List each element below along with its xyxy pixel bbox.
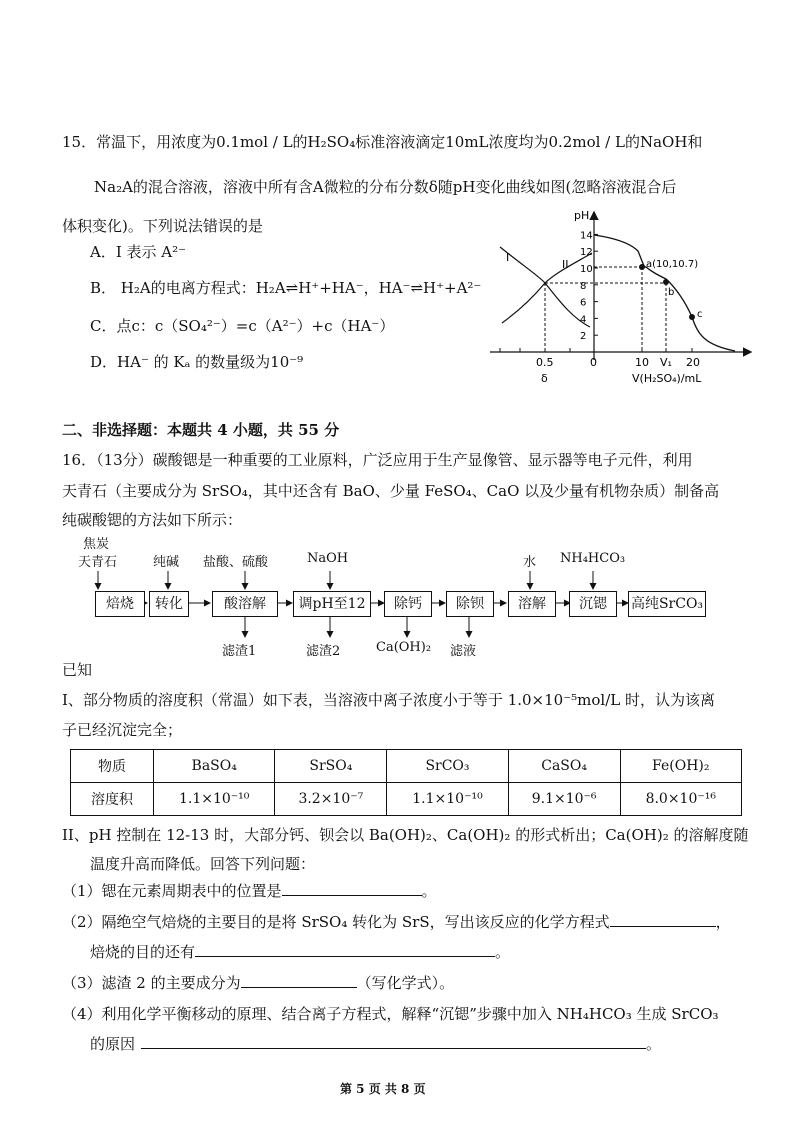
q16-2-text: （2）隔绝空气焙烧的主要目的是将 SrSO₄ 转化为 SrS，写出该反应的化学方程式 <box>62 913 610 931</box>
flow-input-soda: 纯碱 <box>153 555 180 570</box>
x-tick-0: 0 <box>590 356 597 369</box>
q16-3-text: （3）滤渣 2 的主要成分为 <box>62 974 241 992</box>
known2-line1: II、pH 控制在 12-13 时，大部分钙、钡会以 Ba(OH)₂、Ca(OH)₂ 的形式析出；Ca(OH)₂ 的溶解度随 <box>62 826 749 844</box>
point-c-label: c <box>697 309 703 320</box>
known1-line1: I、部分物质的溶度积（常温）如下表，当溶液中离子浓度小于等于 1.0×10⁻⁵mol/L 时，认为该离 <box>62 691 715 709</box>
y-tick-label: 2 <box>580 331 587 343</box>
point-b <box>663 279 669 285</box>
y-axis-label: pH <box>574 209 590 222</box>
table-header-cell: CaSO₄ <box>508 750 620 783</box>
y-tick-label: 12 <box>580 247 593 259</box>
q15-option-b: B． H₂A的电离方程式：H₂A⇌H⁺+HA⁻，HA⁻⇌H⁺+A²⁻ <box>90 279 482 297</box>
y-tick-label: 8 <box>580 280 587 292</box>
q16-4b <box>90 1034 661 1054</box>
flow-step-remove-ba: 除钡 <box>446 591 494 617</box>
x-tick-0-5: 0.5 <box>536 356 554 369</box>
point-a-label: a(10,10.7) <box>646 259 699 270</box>
curve-ii-label: II <box>562 258 569 271</box>
answer-blank-3[interactable] <box>241 973 357 988</box>
answer-blank-2a[interactable] <box>610 912 716 927</box>
point-a <box>639 264 645 270</box>
known2-line2: 温度升高而降低。回答下列问题： <box>90 855 316 873</box>
flow-step-remove-ca: 除钙 <box>384 591 432 617</box>
known1-line2: 子已经沉淀完全； <box>62 721 183 739</box>
x-tick-20: 20 <box>686 356 700 369</box>
table-header-cell: Fe(OH)₂ <box>620 750 741 783</box>
y-tick-label: 10 <box>580 264 593 275</box>
y-tick-label: 6 <box>580 297 587 309</box>
q15-line1: 15．常温下，用浓度为0.1mol / L的H₂SO₄标准溶液滴定10mL浓度均为0.2mol / L的NaOH和 <box>62 133 703 151</box>
flow-output-caoh2: Ca(OH)₂ <box>376 640 432 655</box>
point-b-label: b <box>668 287 675 298</box>
q15-option-d: D．HA⁻ 的 Kₐ 的数量级为10⁻⁹ <box>90 353 304 371</box>
x-axis-label: V(H₂SO₄)/mL <box>632 372 702 385</box>
x-tick-10: 10 <box>635 356 649 369</box>
flow-step-adjust-ph: 调pH至12 <box>293 591 371 617</box>
page-footer: 第 5 页 共 8 页 <box>340 1082 426 1096</box>
x-tick-v1: V₁ <box>660 356 672 369</box>
titration-curve <box>594 235 735 351</box>
answer-blank-1[interactable] <box>282 881 422 896</box>
q16-2b <box>90 942 510 962</box>
flow-input-naoh: NaOH <box>307 551 349 566</box>
y-tick-label: 4 <box>580 314 587 326</box>
point-c <box>689 314 695 320</box>
x-left-label: δ <box>541 372 548 385</box>
table-row <box>71 750 742 783</box>
table-cell: 1.1×10⁻¹⁰ <box>154 783 275 816</box>
q16-2b-period: 。 <box>495 943 511 961</box>
q15-option-c: C．点c：c（SO₄²⁻）=c（A²⁻）+c（HA⁻） <box>90 317 395 335</box>
flow-input-nh4hco3: NH₄HCO₃ <box>560 551 626 566</box>
table-cell: 8.0×10⁻¹⁶ <box>620 783 741 816</box>
q16-2b-text: 焙烧的目的还有 <box>90 943 196 961</box>
q16-1-text: （1）锶在元素周期表中的位置是 <box>62 882 282 900</box>
q16-4b-period: 。 <box>646 1035 662 1053</box>
q16-intro3: 纯碳酸锶的方法如下所示： <box>62 511 243 529</box>
q16-intro2: 天青石（主要成分为 SrSO₄，其中还含有 BaO、少量 FeSO₄、CaO 以及少量有机物杂质）制备高 <box>62 482 720 500</box>
answer-blank-2b[interactable] <box>195 942 495 957</box>
table-row <box>71 783 742 816</box>
flow-output-filtrate: 滤液 <box>450 644 477 659</box>
table-header-cell: SrCO₃ <box>387 750 508 783</box>
q16-1 <box>62 881 437 901</box>
flow-input-acids: 盐酸、硫酸 <box>203 555 269 570</box>
q16-3-tail: （写化学式）。 <box>356 974 455 992</box>
curve-ii <box>502 253 592 326</box>
flow-input-water: 水 <box>523 555 537 570</box>
known-label: 已知 <box>62 661 93 679</box>
q15-line2: Na₂A的混合溶液，溶液中所有含A微粒的分布分数δ随pH变化曲线如图(忽略溶液混合后 <box>94 178 677 196</box>
flow-input-coke: 焦炭 <box>83 537 110 552</box>
q16-4: （4）利用化学平衡移动的原理、结合离子方程式，解释“沉锶”步骤中加入 NH₄HCO₃ 生成 SrCO₃ <box>62 1005 719 1023</box>
y-tick-label: 14 <box>580 230 593 242</box>
table-cell: 9.1×10⁻⁶ <box>508 783 620 816</box>
q16-4b-text: 的原因 <box>90 1035 136 1053</box>
section2-title: 二、非选择题：本题共 4 小题，共 55 分 <box>62 421 340 439</box>
table-header-cell: BaSO₄ <box>154 750 275 783</box>
flow-output-residue2: 滤渣2 <box>306 644 341 659</box>
table-cell: 1.1×10⁻¹⁰ <box>387 783 508 816</box>
flow-step-convert: 转化 <box>149 591 189 617</box>
flow-step-precipitate-sr: 沉锶 <box>569 591 617 617</box>
table-header-cell: SrSO₄ <box>275 750 387 783</box>
flow-step-product: 高纯SrCO₃ <box>628 591 706 617</box>
table-cell: 溶度积 <box>71 783 154 816</box>
ksp-table <box>70 749 742 816</box>
ph-chart <box>480 205 760 390</box>
flow-output-residue1: 滤渣1 <box>222 644 257 659</box>
q16-1-period: 。 <box>421 882 437 900</box>
q16-2-comma: ， <box>715 913 731 931</box>
q16-2 <box>62 912 731 932</box>
flow-step-dissolve: 溶解 <box>508 591 556 617</box>
flow-step-roast: 焙烧 <box>95 591 145 617</box>
answer-blank-4[interactable] <box>141 1034 646 1049</box>
table-header-cell: 物质 <box>71 750 154 783</box>
table-cell: 3.2×10⁻⁷ <box>275 783 387 816</box>
q16-intro1: 16．（13分）碳酸锶是一种重要的工业原料，广泛应用于生产显像管、显示器等电子元件，利用 <box>62 451 693 469</box>
q15-option-a: A．I 表示 A²⁻ <box>90 243 187 261</box>
curve-i-label: I <box>506 251 510 264</box>
flow-input-celestite: 天青石 <box>78 555 118 570</box>
q15-line3: 体积变化)。下列说法错误的是 <box>62 217 263 235</box>
flow-step-acid-dissolve: 酸溶解 <box>212 591 278 617</box>
q16-3 <box>62 973 454 993</box>
